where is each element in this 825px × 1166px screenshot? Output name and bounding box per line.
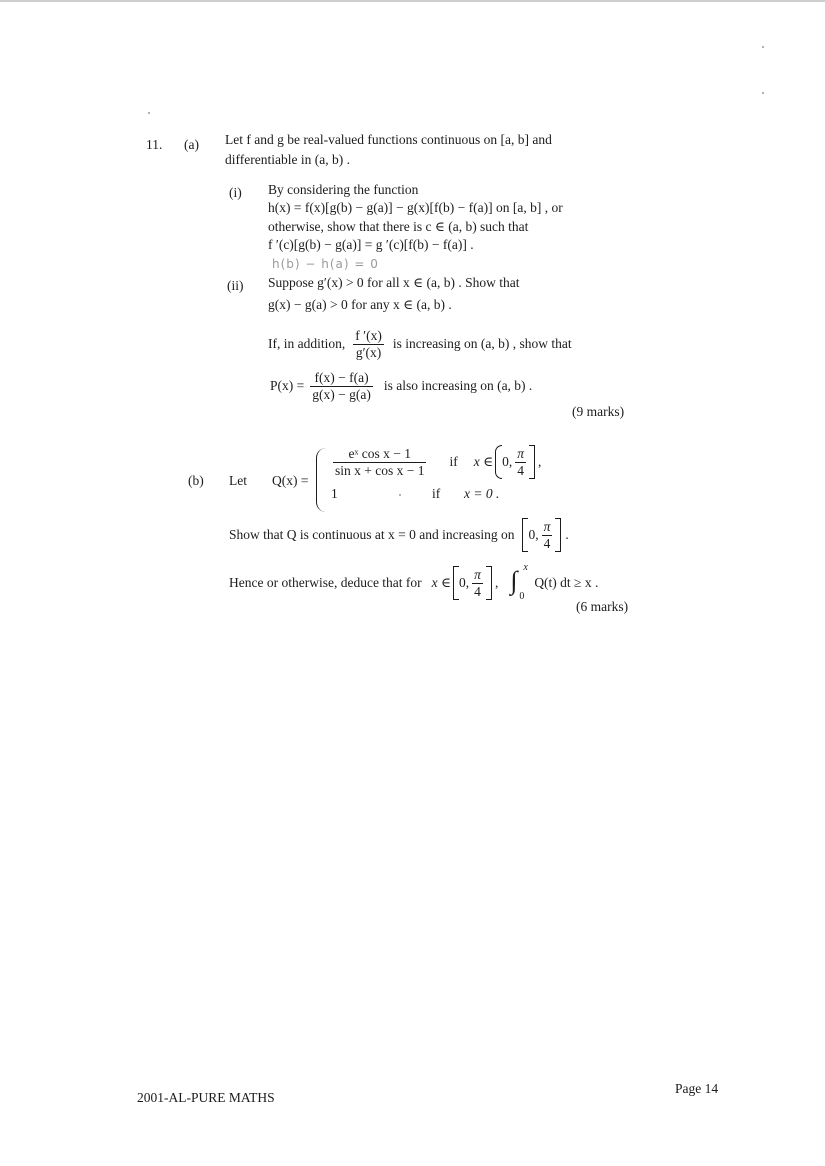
integrand: Q(t) dt ≥ x .	[534, 575, 599, 590]
question-number: 11.	[146, 137, 163, 152]
show-interval	[522, 518, 561, 552]
scan-speck	[762, 92, 764, 94]
scan-speck	[762, 46, 764, 48]
p-numerator: f(x) − f(a)	[310, 370, 373, 387]
ratio-fraction	[353, 328, 384, 361]
show-text: Show that Q is continuous at x = 0 and increasing on	[229, 527, 515, 542]
ratio-numerator: f ′(x)	[355, 327, 382, 343]
subpart-i-label: (i)	[229, 185, 242, 200]
increasing-text: is increasing on (a, b) , show that	[392, 336, 572, 351]
hence-x-in: x ∈	[431, 575, 452, 590]
case-1-x-in: x ∈	[473, 454, 494, 469]
p-definition	[270, 366, 532, 406]
show-period: .	[565, 527, 569, 542]
closed-bracket-right	[529, 445, 535, 479]
subpart-ii-line-1: Suppose g′(x) > 0 for all x ∈ (a, b) . Show that	[268, 275, 520, 290]
hence-pi: π	[474, 566, 481, 582]
show-interval-zero: 0,	[528, 527, 539, 542]
subpart-ii-label: (ii)	[227, 278, 244, 293]
open-paren-left	[495, 445, 502, 479]
p-denominator: g(x) − g(a)	[312, 386, 371, 402]
piecewise-case-1	[330, 443, 541, 481]
part-a-intro-line-2: differentiable in (a, b) .	[225, 152, 350, 167]
subpart-i-line-1: By considering the function	[268, 182, 419, 197]
part-b-let: Let	[229, 473, 247, 488]
if-in-addition-text: If, in addition,	[268, 336, 346, 351]
hence-interval	[453, 566, 492, 600]
hence-comma: ,	[494, 575, 499, 590]
subpart-i-line-3: otherwise, show that there is c ∈ (a, b) such that	[268, 219, 529, 234]
scan-speck	[399, 494, 401, 496]
case-1-interval	[495, 445, 535, 479]
p-lhs: P(x) =	[270, 378, 305, 393]
piecewise-brace	[316, 448, 327, 512]
scan-top-edge	[0, 0, 825, 2]
q-lhs: Q(x) =	[272, 473, 309, 488]
part-a-marks: (9 marks)	[572, 404, 625, 419]
part-b-marks: (6 marks)	[576, 599, 629, 614]
hence-pi-over-four	[472, 567, 483, 600]
case-1-fraction	[333, 446, 426, 479]
footer-paper-code: 2001-AL-PURE MATHS	[137, 1090, 275, 1105]
scan-speck	[148, 112, 150, 114]
hence-bracket-right	[486, 566, 492, 600]
part-a-label: (a)	[184, 137, 199, 152]
hence-four: 4	[474, 583, 481, 599]
handwritten-note: h(b) − h(a) = 0	[272, 257, 379, 271]
subpart-i-line-4: f ′(c)[g(b) − g(a)] = g ′(c)[f(b) − f(a)] .	[268, 237, 474, 252]
hence-text: Hence or otherwise, deduce that for	[229, 575, 422, 590]
p-fraction	[310, 370, 373, 403]
case-1-denominator: sin x + cos x − 1	[335, 462, 425, 478]
case-1-comma: ,	[538, 454, 542, 469]
part-b-label: (b)	[188, 473, 204, 488]
case-2-condition: x = 0 .	[464, 486, 500, 501]
hence-interval-zero: 0,	[459, 575, 470, 590]
hence-line	[229, 564, 598, 602]
interval-zero: 0,	[502, 454, 513, 469]
integral-upper-limit: x	[523, 562, 528, 573]
ratio-condition	[268, 324, 572, 364]
pi-over-four	[515, 446, 526, 479]
case-2-value: 1	[331, 486, 338, 501]
show-four: 4	[543, 535, 551, 551]
pi-numerator: π	[517, 445, 524, 461]
integral-sign: ∫	[510, 566, 518, 595]
subpart-ii-line-2: g(x) − g(a) > 0 for any x ∈ (a, b) .	[268, 297, 452, 312]
ratio-denominator: g′(x)	[355, 344, 382, 360]
integral-lower-limit: 0	[519, 591, 525, 602]
show-pi: π	[543, 518, 551, 534]
case-2-if: if	[432, 486, 441, 501]
part-a-intro-line-1: Let f and g be real-valued functions continuous on [a, b] and	[225, 132, 552, 147]
show-closed-bracket-right	[555, 518, 561, 552]
four-denominator: 4	[517, 462, 524, 478]
case-1-if: if	[449, 454, 458, 469]
case-1-numerator: eˣ cos x − 1	[333, 446, 426, 463]
integral	[508, 564, 534, 602]
footer-page-number: Page 14	[675, 1081, 719, 1096]
show-continuity-line	[229, 516, 569, 554]
p-increasing-text: is also increasing on (a, b) .	[383, 378, 533, 393]
show-pi-over-four	[542, 519, 553, 552]
subpart-i-line-2: h(x) = f(x)[g(b) − g(a)] − g(x)[f(b) − f(a)] on [a, b] , or	[268, 200, 563, 215]
